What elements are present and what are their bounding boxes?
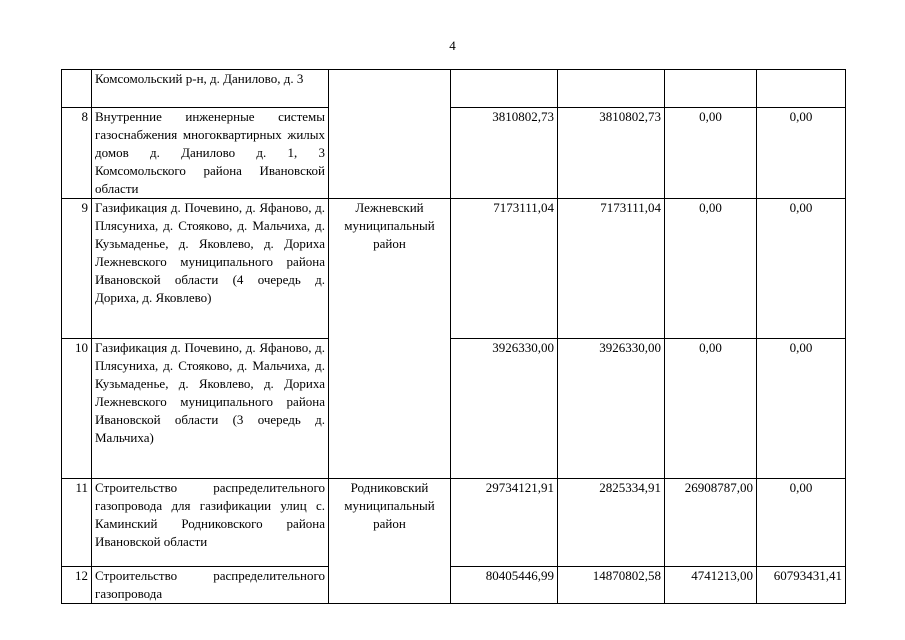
object-name: Газификация д. Почевино, д. Яфаново, д. Плясуниха, д. Стояково, д. Мальчиха, д. Кузьмаденье, д. Яковлево, д. Дориха Лежневского муниципального района Ивановской области (4 очередь д. Дориха, д. Яковлево) [92, 199, 329, 339]
amount-col-3: 0,00 [665, 199, 757, 339]
amount-col-2: 14870802,58 [558, 567, 665, 604]
total-amount: 3926330,00 [451, 339, 558, 479]
amount-col-4 [757, 70, 846, 108]
total-amount: 29734121,91 [451, 479, 558, 567]
amount-col-3: 0,00 [665, 339, 757, 479]
table-row [62, 199, 846, 339]
amount-col-3: 0,00 [665, 108, 757, 199]
object-name: Газификация д. Почевино, д. Яфаново, д. Плясуниха, д. Стояково, д. Мальчиха, д. Кузьмаденье, д. Яковлево, д. Дориха Лежневского муниципального района Ивановской области (3 очередь д. Мальчиха) [92, 339, 329, 479]
row-number: 9 [62, 199, 92, 339]
total-amount [451, 70, 558, 108]
object-name: Комсомольский р-н, д. Данилово, д. 3 [92, 70, 329, 108]
total-amount: 7173111,04 [451, 199, 558, 339]
amount-col-2: 2825334,91 [558, 479, 665, 567]
amount-col-4: 0,00 [757, 339, 846, 479]
funding-table [61, 69, 846, 604]
amount-col-3: 26908787,00 [665, 479, 757, 567]
row-number: 8 [62, 108, 92, 199]
district-name: Родниковский муниципальный район [329, 479, 451, 604]
table-row [62, 567, 846, 604]
amount-col-4: 0,00 [757, 108, 846, 199]
row-number: 12 [62, 567, 92, 604]
amount-col-4: 0,00 [757, 199, 846, 339]
total-amount: 80405446,99 [451, 567, 558, 604]
amount-col-2: 7173111,04 [558, 199, 665, 339]
amount-col-2: 3926330,00 [558, 339, 665, 479]
amount-col-3: 4741213,00 [665, 567, 757, 604]
amount-col-3 [665, 70, 757, 108]
district-name: Лежневский муниципальный район [329, 199, 451, 479]
table-row [62, 339, 846, 479]
amount-col-2 [558, 70, 665, 108]
row-number: 11 [62, 479, 92, 567]
row-number [62, 70, 92, 108]
total-amount: 3810802,73 [451, 108, 558, 199]
table-row [62, 108, 846, 199]
table-row [62, 70, 846, 108]
row-number: 10 [62, 339, 92, 479]
amount-col-4: 0,00 [757, 479, 846, 567]
amount-col-2: 3810802,73 [558, 108, 665, 199]
page-number: 4 [449, 38, 456, 53]
amount-col-4: 60793431,41 [757, 567, 846, 604]
district-cell [329, 70, 451, 199]
object-name: Внутренние инженерные системы газоснабжения многоквартирных жилых домов д. Данилово д. 1, 3 Комсомольского района Ивановской области [92, 108, 329, 199]
object-name: Строительство распределительного газопровода для газификации улиц с. Каминский Родниковского района Ивановской области [92, 479, 329, 567]
table-row [62, 479, 846, 567]
object-name: Строительство распределительного газопровода [92, 567, 329, 604]
